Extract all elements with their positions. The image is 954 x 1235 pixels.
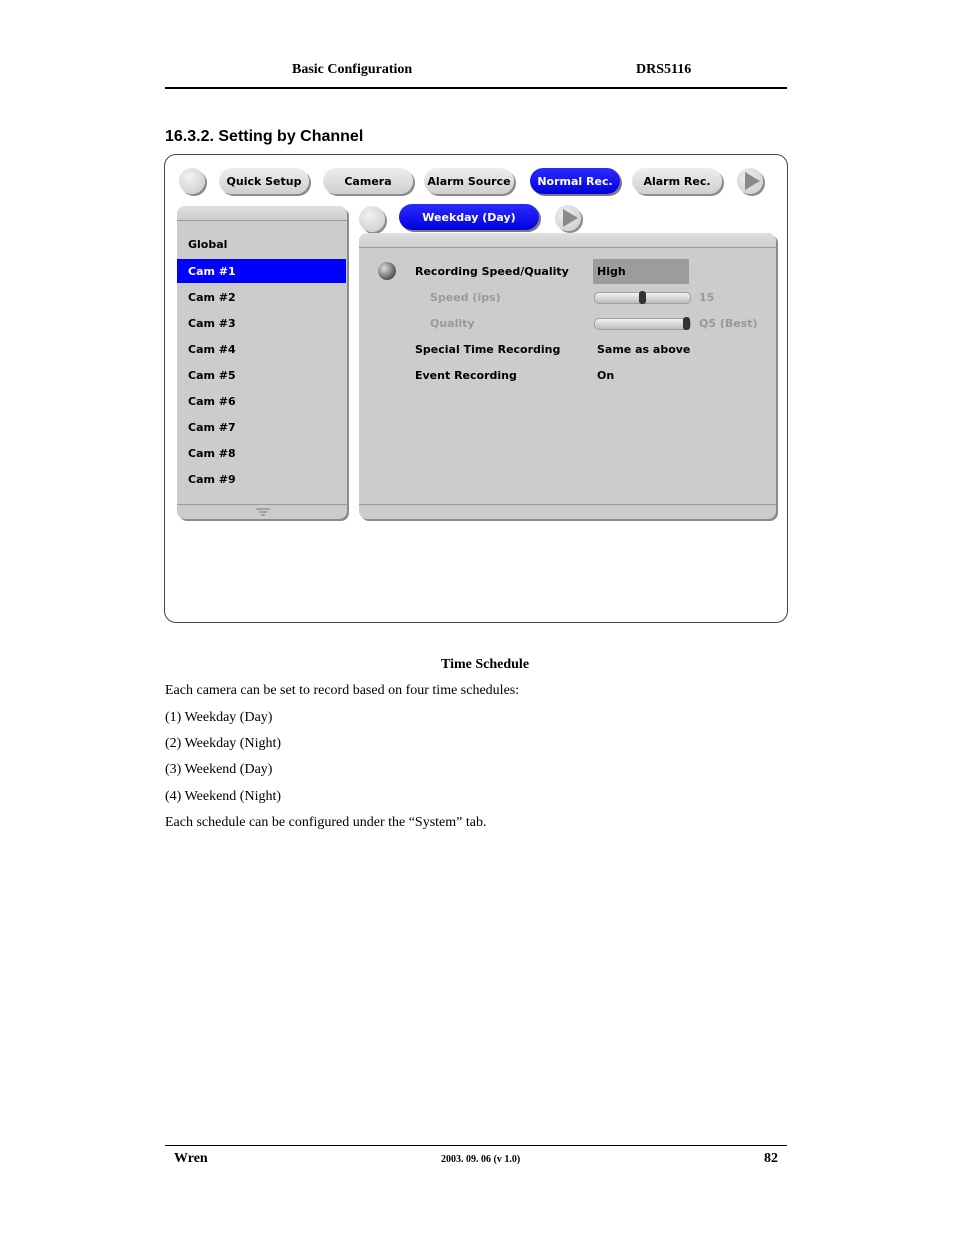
channel-item-cam-5[interactable]: Cam #5 [188,368,236,382]
tab-normal-rec[interactable]: Normal Rec. [530,168,620,194]
channel-list-bottom-bar [177,504,347,519]
channel-list-top-bar [177,206,347,221]
channel-item-cam-8[interactable]: Cam #8 [188,446,236,460]
special-time-value[interactable]: Same as above [597,343,691,356]
channel-list-panel [177,206,347,519]
tab-alarm-rec[interactable]: Alarm Rec. [632,168,722,194]
header-rule [165,87,787,89]
channel-item-cam-1[interactable]: Cam #1 [177,259,346,283]
body-list-item: (3) Weekend (Day) [165,762,273,777]
body-list-item: (1) Weekday (Day) [165,710,273,725]
event-recording-label: Event Recording [415,369,517,382]
channel-item-cam-2[interactable]: Cam #2 [188,290,236,304]
subtab-next-button[interactable] [555,205,581,231]
header-left: Basic Configuration [292,62,413,77]
scroll-down-icon[interactable] [255,507,271,517]
page-number: 82 [764,1151,778,1166]
tab-next-button[interactable] [737,168,763,194]
footer-date: 2003. 09. 06 (v 1.0) [441,1154,521,1165]
speed-slider[interactable] [594,292,691,304]
body-heading: Time Schedule [441,657,530,672]
quality-slider[interactable] [594,318,691,330]
body-intro: Each camera can be set to record based on four time schedules: [165,683,520,698]
subtab-weekday-day[interactable]: Weekday (Day) [399,204,539,230]
body-list-item: (4) Weekend (Night) [165,789,282,804]
tab-alarm-source[interactable]: Alarm Source [424,168,514,194]
focus-ball-icon [378,262,396,280]
settings-bottom-bar [359,504,776,519]
settings-top-bar [359,233,776,248]
tab-quick-setup[interactable]: Quick Setup [219,168,309,194]
channel-item-cam-7[interactable]: Cam #7 [188,420,236,434]
event-recording-value[interactable]: On [597,369,615,382]
channel-item-cam-9[interactable]: Cam #9 [188,472,236,486]
quality-label: Quality [430,317,475,330]
footer-left: Wren [174,1151,208,1166]
special-time-label: Special Time Recording [415,343,561,356]
chevron-right-icon [745,172,760,190]
channel-item-global[interactable]: Global [188,237,228,251]
channel-item-cam-6[interactable]: Cam #6 [188,394,236,408]
rec-speed-quality-label: Recording Speed/Quality [415,265,569,278]
channel-item-cam-4[interactable]: Cam #4 [188,342,236,356]
speed-slider-knob[interactable] [639,291,646,304]
chevron-right-icon [563,209,578,227]
footer-rule [165,1145,787,1146]
quality-slider-knob[interactable] [683,317,690,330]
speed-label: Speed (ips) [430,291,501,304]
rec-speed-quality-select[interactable]: High [593,259,689,284]
quality-value: Q5 (Best) [699,317,758,330]
tab-camera[interactable]: Camera [323,168,413,194]
body-list-item: (2) Weekday (Night) [165,736,282,751]
body-outro: Each schedule can be configured under the “System” tab. [165,815,487,830]
speed-value: 15 [699,291,715,304]
header-right: DRS5116 [636,62,692,77]
section-title: 16.3.2. Setting by Channel [165,128,364,145]
channel-item-cam-3[interactable]: Cam #3 [188,316,236,330]
tab-row-left-button[interactable] [179,168,205,194]
subtab-left-button[interactable] [359,206,385,232]
